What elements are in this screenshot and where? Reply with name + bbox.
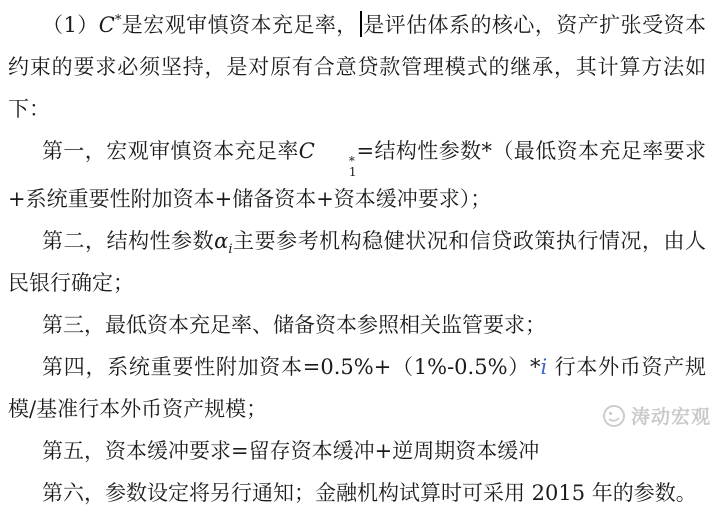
paragraph-2[interactable] [8,130,706,220]
paragraph-3[interactable] [8,220,706,304]
paragraph-4[interactable] [8,304,706,346]
formula-variable-c1: C [298,139,315,163]
formula-sub-sup [315,156,357,178]
formula-variable-alpha: α [214,229,229,253]
watermark-label: 涛动宏观 [630,406,711,428]
text-run: 主要参考机构稳健状况和信贷政策执行情况，由人民银行确定； [8,229,706,295]
text-run: 第一，宏观审慎资本充足率 [42,139,299,163]
paragraph-6[interactable] [8,430,706,472]
formula-variable-i-blue: i [540,355,548,379]
text-run: 行本外币资产规模/基准行本外币资产规模； [8,355,706,421]
paragraph-5[interactable] [8,346,706,430]
paragraph-7[interactable] [8,472,706,514]
formula-variable-c: C [98,13,115,37]
superscript-star: * [114,13,122,28]
text-run: 第五，资本缓冲要求=留存资本缓冲+逆周期资本缓冲 [42,439,540,463]
text-run: 是宏观审慎资本充足率， [121,13,358,37]
text-cursor [360,11,362,37]
text-run: =结构性参数*（最低资本充足率要求+系统重要性附加资本+储备资本+资本缓冲要求）； [8,139,706,211]
superscript-star: * [348,154,355,168]
text-run: （1） [42,13,99,37]
text-run: 第三，最低资本充足率、储备资本参照相关监管要求； [42,313,546,337]
text-run: 第二，结构性参数 [42,229,215,253]
subscript-one: 1 [348,165,357,179]
paragraph-1[interactable] [8,4,706,130]
text-run: 第六，参数设定将另行通知；金融机构试算时可采用 2015 年的参数。 [42,481,697,505]
text-run: 是评估体系的核心，资产扩张受资本约束的要求必须坚持，是对原有合意贷款管理模式的继承，其计算方法如下： [8,13,706,121]
text-run: 第四，系统重要性附加资本=0.5%+（1%-0.5%）* [42,355,541,379]
subscript-i: i [228,242,233,258]
